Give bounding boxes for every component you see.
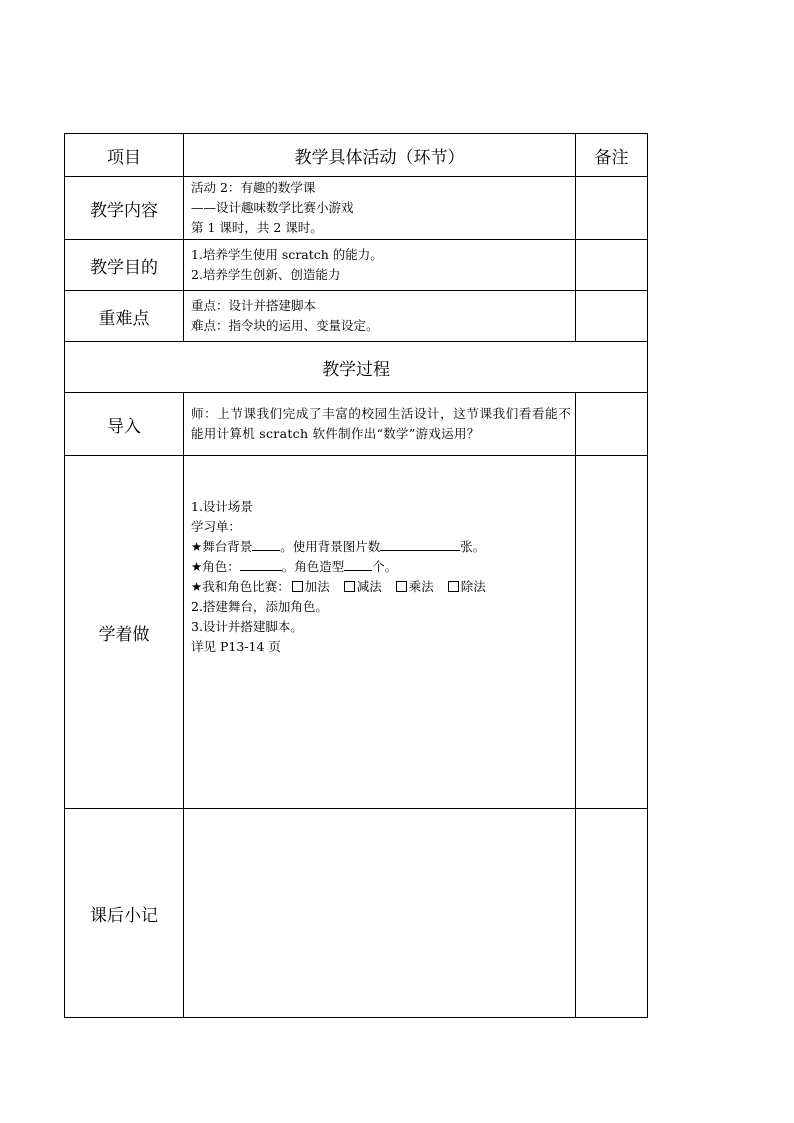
multiplication-label: 乘法 — [408, 579, 434, 594]
header-remark: 备注 — [576, 134, 648, 177]
goal-cell — [184, 240, 576, 291]
key-cell — [184, 291, 576, 342]
key-line: 难点：指令块的运用、变量设定。 — [191, 318, 379, 333]
learn-line: 详见 P13-14 页 — [191, 639, 281, 654]
remark-cell — [576, 291, 648, 342]
learn-row — [65, 456, 648, 809]
match-label: 我和角色比赛： — [202, 579, 290, 594]
star-icon: ★ — [191, 559, 203, 574]
goal-line: 2.培养学生创新、创造能力 — [191, 267, 341, 282]
star-icon: ★ — [191, 539, 203, 554]
learn-cell — [184, 456, 576, 809]
addition-checkbox[interactable] — [292, 581, 303, 592]
subtraction-checkbox[interactable] — [344, 581, 355, 592]
addition-label: 加法 — [304, 579, 330, 594]
header-item: 项目 — [65, 134, 184, 177]
worksheet-role — [191, 557, 571, 577]
learn-line: 3.设计并搭建脚本。 — [191, 619, 303, 634]
costume-label: 。角色造型 — [281, 559, 345, 574]
star-icon: ★ — [191, 579, 203, 594]
worksheet-match — [191, 577, 571, 597]
remark-cell — [576, 177, 648, 240]
role-blank[interactable] — [240, 557, 282, 571]
remark-cell — [576, 240, 648, 291]
header-row — [65, 134, 648, 177]
multiplication-checkbox[interactable] — [396, 581, 407, 592]
process-title: 教学过程 — [65, 342, 648, 393]
costume-unit: 个。 — [372, 559, 398, 574]
costume-blank[interactable] — [344, 557, 372, 571]
goal-line: 1.培养学生使用 scratch 的能力。 — [191, 247, 383, 262]
content-label: 教学内容 — [65, 177, 184, 240]
division-label: 除法 — [460, 579, 486, 594]
role-label: 角色： — [202, 559, 240, 574]
key-label: 重难点 — [65, 291, 184, 342]
content-line: ——设计趣味数学比赛小游戏 — [191, 200, 354, 215]
stage-count-blank[interactable] — [380, 537, 460, 551]
learn-line: 1.设计场景 — [191, 499, 253, 514]
remark-cell — [576, 456, 648, 809]
header-activity: 教学具体活动（环节） — [184, 134, 576, 177]
key-line: 重点：设计并搭建脚本 — [191, 298, 317, 313]
intro-text: 师：上节课我们完成了丰富的校园生活设计，这节课我们看看能不能用计算机 scratch 软件制作出“数学”游戏运用？ — [191, 406, 571, 441]
content-line: 活动 2：有趣的数学课 — [191, 180, 316, 195]
remark-cell — [576, 809, 648, 1018]
notes-label: 课后小记 — [65, 809, 184, 1018]
stage-blank[interactable] — [252, 537, 280, 551]
goal-label: 教学目的 — [65, 240, 184, 291]
content-cell — [184, 177, 576, 240]
key-row — [65, 291, 648, 342]
content-line: 第 1 课时，共 2 课时。 — [191, 220, 323, 235]
learn-line: 2.搭建舞台，添加角色。 — [191, 599, 328, 614]
notes-cell[interactable] — [184, 809, 576, 1018]
lesson-plan-table — [64, 133, 648, 1018]
content-row — [65, 177, 648, 240]
notes-row — [65, 809, 648, 1018]
goal-row — [65, 240, 648, 291]
stage-count-label: 。使用背景图片数 — [280, 539, 381, 554]
learn-label: 学着做 — [65, 456, 184, 809]
stage-label: 舞台背景 — [202, 539, 253, 554]
process-row — [65, 342, 648, 393]
division-checkbox[interactable] — [448, 581, 459, 592]
stage-unit: 张。 — [460, 539, 486, 554]
subtraction-label: 减法 — [356, 579, 382, 594]
intro-label: 导入 — [65, 393, 184, 456]
intro-row — [65, 393, 648, 456]
remark-cell — [576, 393, 648, 456]
learn-line: 学习单： — [191, 519, 242, 534]
intro-cell — [184, 393, 576, 456]
worksheet-stage — [191, 537, 571, 557]
